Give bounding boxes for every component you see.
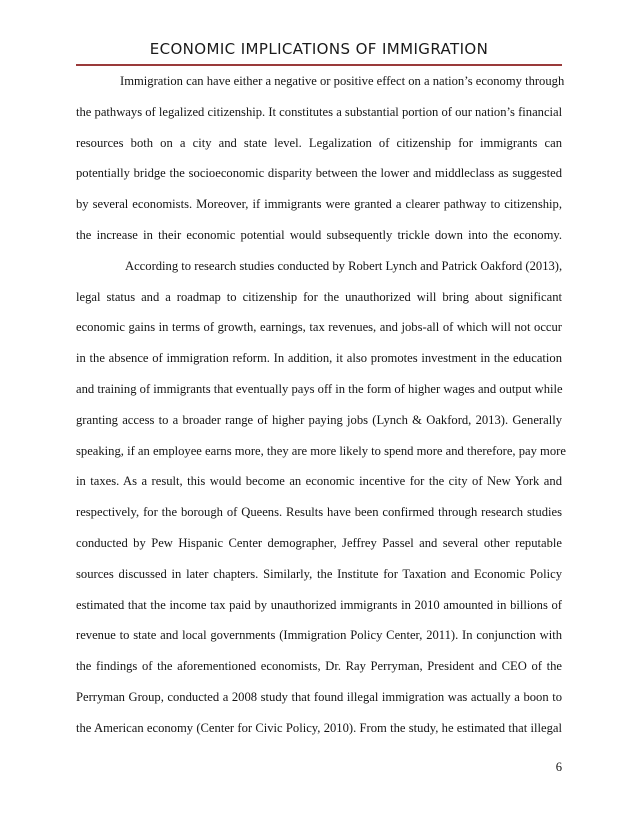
text-line: economic gains in terms of growth, earnings, tax revenues, and jobs-all of which will not occur bbox=[76, 320, 562, 335]
text-line: the American economy (Center for Civic Policy, 2010). From the study, he estimated that illegal bbox=[76, 720, 562, 735]
page-number: 6 bbox=[555, 760, 562, 774]
text-line: revenue to state and local governments (Immigration Policy Center, 2011). In conjunction with bbox=[76, 628, 562, 643]
text-line: by several economists. Moreover, if immigrants were granted a clearer pathway to citizenship, bbox=[76, 197, 562, 212]
text-line: Immigration can have either a negative or positive effect on a nation’s economy through bbox=[120, 74, 565, 88]
text-line: speaking, if an employee earns more, they are more likely to spend more and therefore, pay more bbox=[76, 443, 566, 458]
text-line: sources discussed in later chapters. Similarly, the Institute for Taxation and Economic Policy bbox=[76, 566, 562, 581]
text-line: the pathways of legalized citizenship. It constitutes a substantial portion of our nation’s financial bbox=[76, 104, 563, 119]
text-line: and training of immigrants that eventually pays off in the form of higher wages and output while bbox=[76, 381, 563, 396]
text-line: potentially bridge the socioeconomic disparity between the lower and middleclass as suggested bbox=[76, 166, 562, 181]
text-line: granting access to a broader range of higher paying jobs (Lynch & Oakford, 2013). Generally bbox=[76, 412, 562, 427]
text-line: respectively, for the borough of Queens. Results have been confirmed through research studies bbox=[76, 505, 562, 520]
text-line: the findings of the aforementioned economists, Dr. Ray Perryman, President and CEO of the bbox=[76, 659, 562, 674]
text-line: conducted by Pew Hispanic Center demographer, Jeffrey Passel and several other reputable bbox=[76, 535, 562, 550]
text-line: estimated that the income tax paid by unauthorized immigrants in 2010 amounted in billions of bbox=[76, 597, 562, 612]
text-line: legal status and a roadmap to citizenship for the unauthorized will bring about significant bbox=[76, 289, 562, 304]
text-line: Perryman Group, conducted a 2008 study that found illegal immigration was actually a boon to bbox=[76, 689, 562, 704]
text-line: According to research studies conducted by Robert Lynch and Patrick Oakford (2013), bbox=[125, 258, 563, 273]
body-text bbox=[76, 66, 566, 744]
text-line: in taxes. As a result, this would become an economic incentive for the city of New York and bbox=[76, 474, 562, 489]
running-header-title: ECONOMIC IMPLICATIONS OF IMMIGRATION bbox=[149, 40, 489, 58]
text-line: in the absence of immigration reform. In addition, it also promotes investment in the education bbox=[76, 351, 562, 366]
text-line: resources both on a city and state level. Legalization of citizenship for immigrants can bbox=[76, 135, 562, 150]
text-line: the increase in their economic potential would subsequently trickle down into the economy. bbox=[76, 227, 562, 242]
